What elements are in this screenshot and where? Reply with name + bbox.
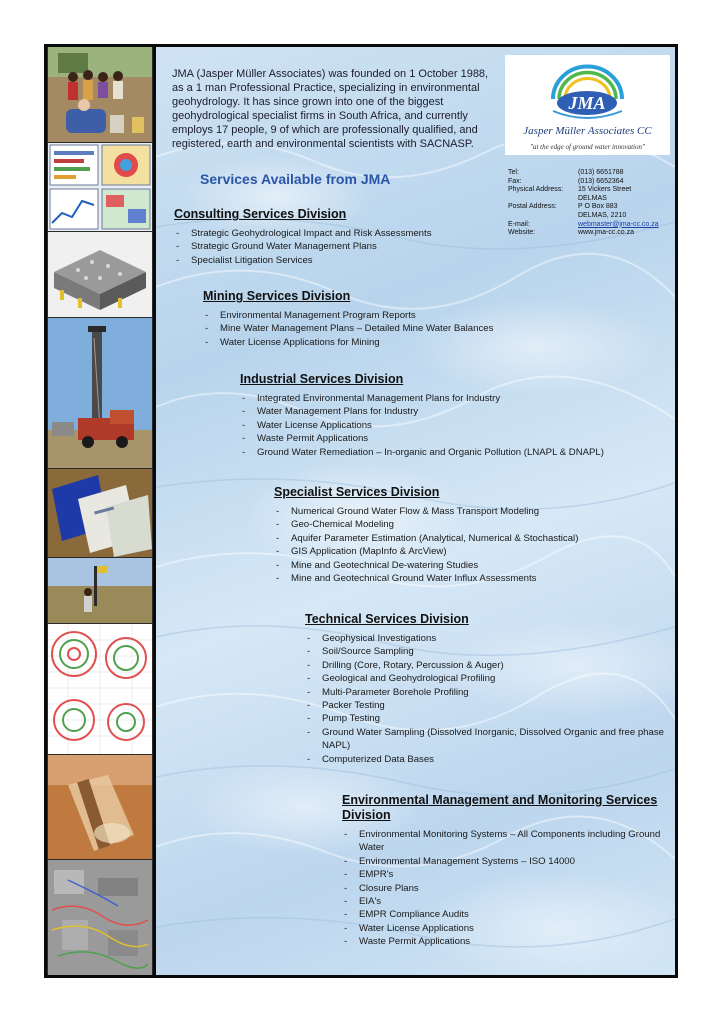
services-heading: Services Available from JMA [200, 171, 391, 187]
service-item: - Soil/Source Sampling [305, 645, 665, 658]
service-item: - Aquifer Parameter Estimation (Analytical, Numerical & Stochastical) [274, 532, 669, 545]
section-mining [203, 289, 623, 349]
service-item: - Pump Testing [305, 712, 665, 725]
contact-label: Tel: [508, 169, 519, 176]
section-title: Specialist Services Division [274, 485, 440, 499]
service-item: - Numerical Ground Water Flow & Mass Transport Modeling [274, 505, 669, 518]
intro-paragraph: JMA (Jasper Müller Associates) was founded on 1 October 1988, as a 1 man Professional Practice, specializing in environmental geohydrology. It has since grown into one of the biggest geohydrological specialist firms in South Africa, and currently employs 17 people, 9 of which are professionally qualified, and registered, earth and environmental scientists with SACNASP. [172, 68, 489, 150]
service-item: - Computerized Data Bases [305, 753, 665, 766]
photo-3d-model [48, 232, 152, 317]
photo-reports [48, 469, 152, 557]
service-list [305, 632, 665, 766]
logo-mark-text: JMA [568, 93, 606, 113]
contact-label: Postal Address: [508, 203, 557, 211]
service-item: - EMPR's [342, 868, 672, 881]
contact-row [508, 178, 673, 187]
service-item: - Water Management Plans for Industry [240, 405, 670, 418]
service-item: - GIS Application (MapInfo & ArcView) [274, 545, 669, 558]
logo-block [505, 55, 670, 155]
section-environmental [342, 793, 672, 949]
contact-row [508, 195, 673, 204]
service-item: - Mine and Geotechnical De-watering Studies [274, 559, 669, 572]
brochure-frame [44, 44, 678, 978]
contact-label: Physical Address: [508, 186, 564, 194]
service-list [174, 227, 514, 267]
contact-row [508, 221, 673, 230]
contact-label [508, 212, 578, 221]
photo-data-maps [48, 143, 152, 231]
contact-postal-address: P O Box 883 [578, 203, 618, 211]
section-technical [305, 612, 665, 766]
photo-water-sample [48, 755, 152, 859]
service-item: - EMPR Compliance Audits [342, 908, 672, 921]
contact-postal-town: DELMAS, 2210 [578, 211, 627, 219]
service-item: - Water License Applications for Mining [203, 336, 623, 349]
service-item: - Ground Water Remediation – In-organic and Organic Pollution (LNAPL & DNAPL) [240, 446, 670, 459]
contact-label [508, 195, 578, 204]
service-item: - Geo-Chemical Modeling [274, 518, 669, 531]
contact-tel: (013) 6651788 [578, 169, 624, 176]
contact-row [508, 169, 673, 178]
service-item: - Waste Permit Applications [342, 935, 672, 948]
section-title: Technical Services Division [305, 612, 469, 626]
service-item: - Geophysical Investigations [305, 632, 665, 645]
contact-row [508, 229, 673, 238]
content-panel [156, 47, 675, 975]
service-item: - Packer Testing [305, 699, 665, 712]
photo-contour-plots [48, 624, 152, 754]
service-list [274, 505, 669, 585]
section-specialist [274, 485, 669, 585]
service-item: - Environmental Monitoring Systems – All Components including Ground Water [342, 828, 672, 855]
service-list [240, 392, 670, 459]
service-item: - Water License Applications [342, 922, 672, 935]
service-item: - Ground Water Sampling (Dissolved Inorganic, Dissolved Organic and free phase NAPL) [305, 726, 665, 753]
service-list [203, 309, 623, 349]
contact-label: E-mail: [508, 220, 530, 228]
jma-logo-icon [545, 59, 630, 125]
service-item: - Waste Permit Applications [240, 432, 670, 445]
service-item: - Multi-Parameter Borehole Profiling [305, 686, 665, 699]
contact-fax: (013) 6652364 [578, 177, 624, 185]
section-title: Industrial Services Division [240, 372, 404, 386]
service-item: - Environmental Management Systems – ISO 14000 [342, 855, 672, 868]
section-title: Consulting Services Division [174, 207, 347, 221]
contact-label: Website: [508, 229, 536, 237]
contact-row [508, 186, 673, 195]
photo-field-workers [48, 47, 152, 142]
service-item: - Strategic Geohydrological Impact and Risk Assessments [174, 227, 514, 240]
service-item: - Closure Plans [342, 882, 672, 895]
contact-details [508, 169, 673, 238]
contact-email-link[interactable]: webmaster@jma-cc.co.za [578, 220, 659, 228]
section-title: Environmental Management and Monitoring Services Division [342, 793, 658, 822]
service-item: - Strategic Ground Water Management Plans [174, 240, 514, 253]
service-list [342, 828, 672, 949]
contact-physical-address: 15 Vickers Street [578, 186, 632, 194]
contact-label: Fax: [508, 177, 522, 185]
section-industrial [240, 372, 670, 459]
service-item: - Environmental Management Program Reports [203, 309, 623, 322]
photo-strip [47, 47, 156, 975]
service-item: - Geological and Geohydrological Profiling [305, 672, 665, 685]
service-item: - Integrated Environmental Management Plans for Industry [240, 392, 670, 405]
section-consulting [174, 207, 514, 267]
service-item: - Specialist Litigation Services [174, 254, 514, 267]
photo-site-map [48, 860, 152, 975]
service-item: - Mine and Geotechnical Ground Water Influx Assessments [274, 572, 669, 585]
company-name: Jasper Müller Associates CC [523, 125, 652, 137]
contact-row [508, 203, 673, 212]
service-item: - Water License Applications [240, 419, 670, 432]
service-item: - Mine Water Management Plans – Detailed Mine Water Balances [203, 322, 623, 335]
photo-drill-rig [48, 318, 152, 468]
service-item: - Drilling (Core, Rotary, Percussion & Auger) [305, 659, 665, 672]
service-item: - EIA's [342, 895, 672, 908]
contact-row [508, 212, 673, 221]
contact-physical-town: DELMAS [578, 194, 607, 202]
section-title: Mining Services Division [203, 289, 351, 303]
company-tagline: "at the edge of ground water innovation" [530, 143, 645, 151]
photo-field-sampling [48, 558, 152, 623]
contact-website: www.jma-cc.co.za [578, 229, 635, 237]
